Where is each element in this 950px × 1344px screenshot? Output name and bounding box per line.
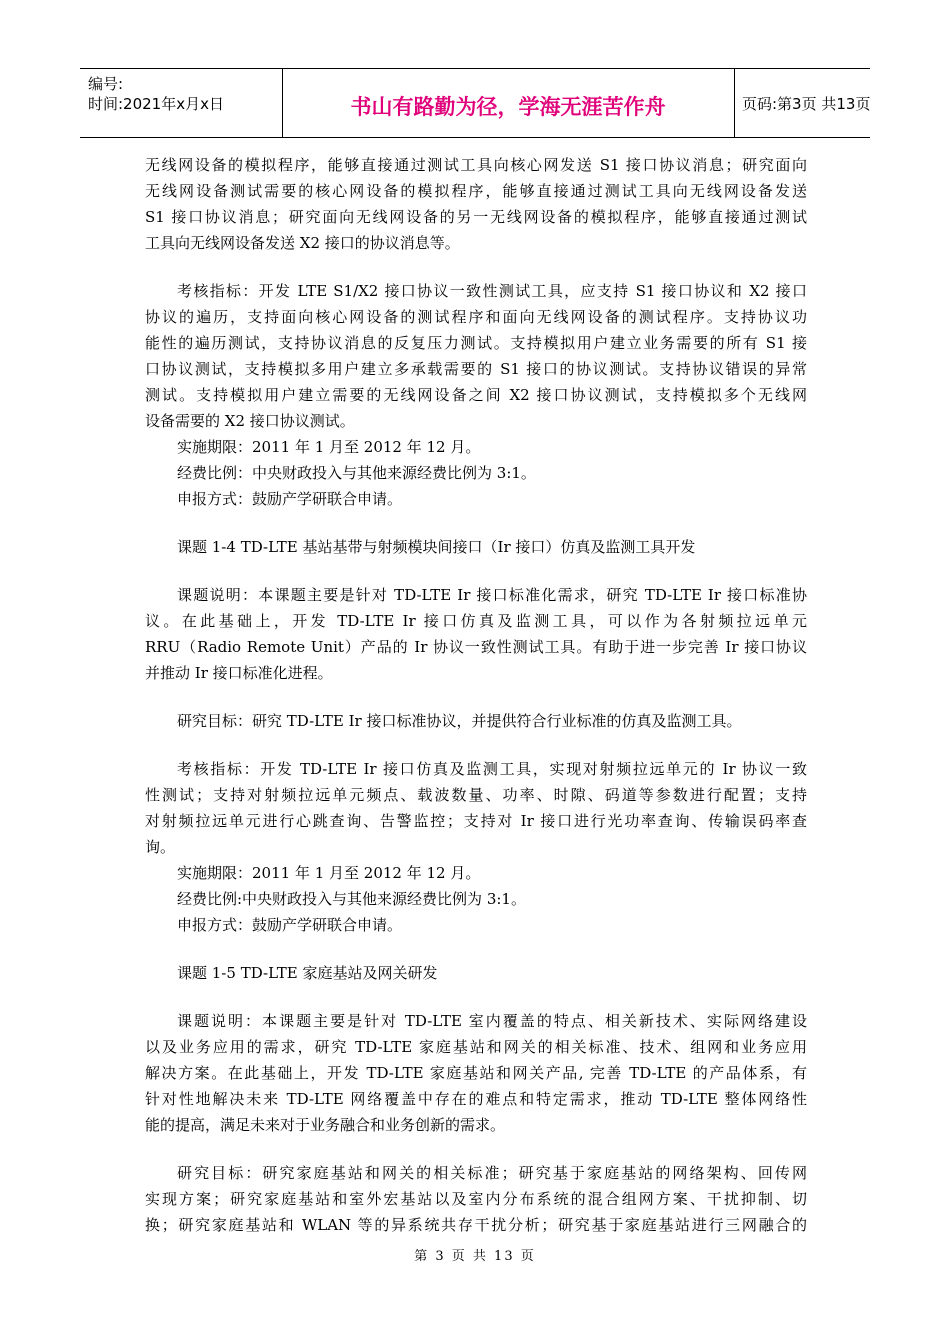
header-page-cell [734,69,870,137]
text-line: 实施期限：2011 年 1 月至 2012 年 12 月。 [177,438,481,456]
page-footer: 第 3 页 共 13 页 [414,1249,536,1264]
paragraph [145,278,807,434]
text-line: 设备需要的 X2 接口协议测试。 [145,412,355,430]
header-motto-cell [282,69,735,137]
text-line: 协议的遍历，支持面向核心网设备的测试程序和面向无线网设备的测试程序。支持协议功 [145,308,807,326]
text-line: 对射频拉远单元进行心跳查询、告警监控；支持对 Ir 接口进行光功率查询、传输误码率查 [145,812,807,830]
text-line: 课题说明：本课题主要是针对 TD-LTE 室内覆盖的特点、相关新技术、实际网络建设 [177,1012,807,1030]
text-line: 研究目标：研究 TD-LTE Ir 接口标准协议，并提供符合行业标准的仿真及监测工具。 [177,712,742,730]
text-line: 工具向无线网设备发送 X2 接口的协议消息等。 [145,234,460,252]
text-line: 口协议测试，支持模拟多用户建立多承载需要的 S1 接口的协议测试。支持协议错误的异常 [145,360,807,378]
header-motto: 书山有路勤为径，学海无涯苦作舟 [350,95,666,119]
text-line: 能性的遍历测试，支持协议消息的反复压力测试。支持模拟用户建立业务需要的所有 S1 接 [145,334,807,352]
page-header [80,68,870,138]
text-line: 并推动 Ir 接口标准化进程。 [145,664,333,682]
document-date-label: 时间:2021年x月x日 [88,95,224,113]
text-line: 课题说明：本课题主要是针对 TD-LTE Ir 接口标准化需求，研究 TD-LTE Ir 接口标准协 [177,586,807,604]
text-line: 实现方案；研究家庭基站和室外宏基站以及室内分布系统的混合组网方案、干扰抑制、切 [145,1190,807,1208]
text-line: 无线网设备的模拟程序，能够直接通过测试工具向核心网发送 S1 接口协议消息；研究面向 [145,156,807,174]
text-line: 申报方式：鼓励产学研联合申请。 [177,916,403,934]
section-heading: 课题 1-5 TD-LTE 家庭基站及网关研发 [177,964,438,982]
text-line: 经费比例：中央财政投入与其他来源经费比例为 3:1。 [177,464,536,482]
text-line: 实施期限：2011 年 1 月至 2012 年 12 月。 [177,864,481,882]
paragraph [145,582,807,686]
text-line: 研究目标：研究家庭基站和网关的相关标准；研究基于家庭基站的网络架构、回传网 [177,1164,807,1182]
text-line: RRU（Radio Remote Unit）产品的 Ir 协议一致性测试工具。有助于进一步完善 Ir 接口协议 [145,638,807,656]
paragraph [145,756,807,860]
header-page-number: 页码:第3页 共13页 [742,95,871,113]
text-line: 换；研究家庭基站和 WLAN 等的异系统共存干扰分析；研究基于家庭基站进行三网融合的 [145,1216,807,1234]
text-line: 以及业务应用的需求，研究 TD-LTE 家庭基站和网关的相关标准、技术、组网和业务应用 [145,1038,807,1056]
text-line: 考核指标：开发 TD-LTE Ir 接口仿真及监测工具，实现对射频拉远单元的 Ir 协议一致 [177,760,807,778]
text-line: 无线网设备测试需要的核心网设备的模拟程序，能够直接通过测试工具向无线网设备发送 [145,182,807,200]
text-line: 申报方式：鼓励产学研联合申请。 [177,490,403,508]
paragraph [145,152,807,256]
text-line: S1 接口协议消息；研究面向无线网设备的另一无线网设备的模拟程序，能够直接通过测试 [145,208,807,226]
text-line: 能的提高，满足未来对于业务融合和业务创新的需求。 [145,1116,506,1134]
text-line: 针对性地解决未来 TD-LTE 网络覆盖中存在的难点和特定需求，推动 TD-LTE 整体网络性 [145,1090,807,1108]
text-line: 性测试；支持对射频拉远单元频点、载波数量、功率、时隙、码道等参数进行配置；支持 [145,786,807,804]
text-line: 解决方案。在此基础上，开发 TD-LTE 家庭基站和网关产品, 完善 TD-LTE 的产品体系，有 [145,1064,807,1082]
paragraph [145,1008,807,1138]
document-body [145,152,807,1238]
header-info-cell [80,69,283,137]
text-line: 经费比例:中央财政投入与其他来源经费比例为 3:1。 [177,890,526,908]
text-line: 议。在此基础上，开发 TD-LTE Ir 接口仿真及监测工具，可以作为各射频拉远单元 [145,612,807,630]
text-line: 考核指标：开发 LTE S1/X2 接口协议一致性测试工具，应支持 S1 接口协议和 X2 接口 [177,282,807,300]
paragraph [145,1160,807,1238]
document-number-label: 编号: [88,75,124,93]
section-heading: 课题 1-4 TD-LTE 基站基带与射频模块间接口（Ir 接口）仿真及监测工具开发 [177,538,696,556]
text-line: 测试。支持模拟用户建立需要的无线网设备之间 X2 接口协议测试，支持模拟多个无线网 [145,386,807,404]
text-line: 询。 [145,838,176,856]
